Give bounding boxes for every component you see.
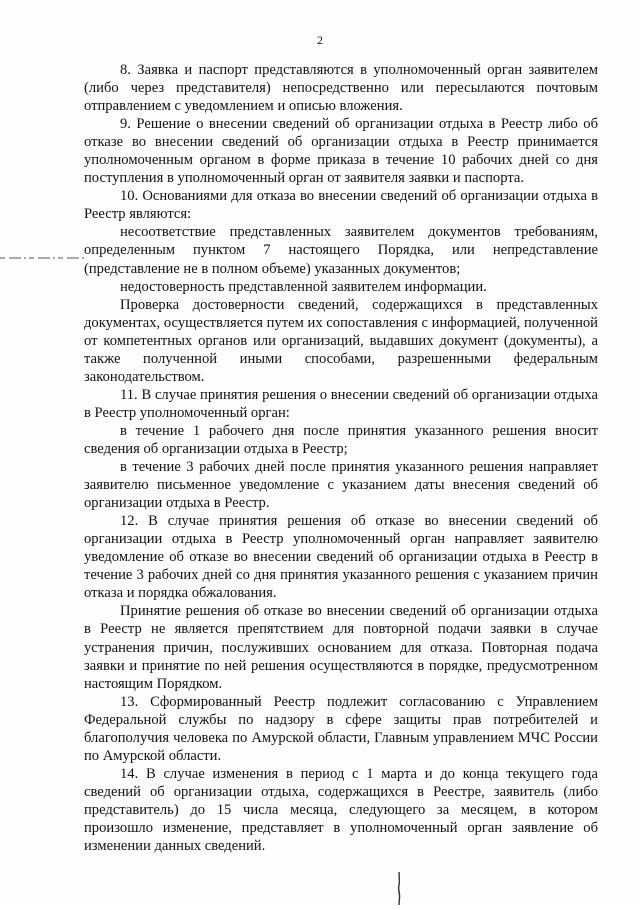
page-number: 2	[317, 33, 323, 47]
document-body	[84, 61, 598, 855]
paragraph-10-ground-1: несоответствие представленных заявителем документов требованиям, определенным пунктом 7 настоящего Порядка, или непредставление (представление не в полном объеме) указанных документов;	[84, 224, 598, 277]
paragraph-13: 13. Сформированный Реестр подлежит согласованию с Управлением Федеральной службы по надзору в сфере защиты прав потребителей и благополучия человека по Амурской области, Главным управлением МЧС России по Амурской области.	[84, 693, 598, 764]
paragraph-12-resubmission: Принятие решения об отказе во внесении сведений об организации отдыха в Реестр не является препятствием для повторной подачи заявки в случае устранения причин, послуживших основанием для отказа. Повторная подача заявки и принятие по ней решения осуществляются в порядке, предусмотренном настоящим Порядком.	[84, 603, 598, 692]
paragraph-11: 11. В случае принятия решения о внесении сведений об организации отдыха в Реестр уполномоченный орган:	[84, 386, 598, 421]
paragraph-11-step-1: в течение 1 рабочего дня после принятия указанного решения вносит сведения об организации отдыха в Реестр;	[84, 422, 598, 457]
paragraph-14: 14. В случае изменения в период с 1 марта и до конца текущего года сведений об организации отдыха, содержащихся в Реестре, заявитель (либо представитель) до 15 числа месяца, следующего за месяцем, в котором произошло изменение, представляет в уполномоченный орган заявление об изменении данных сведений.	[84, 765, 598, 855]
paragraph-8: 8. Заявка и паспорт представляются в уполномоченный орган заявителем (либо через представителя) непосредственно или пересылаются почтовым отправлением с уведомлением и описью вложения.	[84, 62, 598, 115]
paragraph-12: 12. В случае принятия решения об отказе во внесении сведений об организации отдыха в Реестр уполномоченный орган направляет заявителю уведомление об отказе во внесении сведений об организации отдыха в Реестр в течение 3 рабочих дней со дня принятия указанного решения с указанием причин отказа и порядка обжалования.	[84, 513, 598, 602]
paragraph-9: 9. Решение о внесении сведений об организации отдыха в Реестр либо об отказе во внесении сведений об организации отдыха в Реестр принимается уполномоченным органом в форме приказа в течение 10 рабочих дней со дня поступления в уполномоченный орган от заявителя заявки и паспорта.	[84, 116, 598, 187]
paragraph-10-ground-2: недостоверность представленной заявителем информации.	[120, 278, 487, 295]
paragraph-10: 10. Основаниями для отказа во внесении сведений об организации отдыха в Реестр являются:	[84, 188, 598, 223]
binding-staple-mark	[396, 872, 402, 905]
paragraph-11-step-2: в течение 3 рабочих дней после принятия указанного решения направляет заявителю письменное уведомление с указанием даты внесения сведений об организации отдыха в Реестр.	[84, 459, 598, 512]
margin-dash-mark	[0, 257, 86, 259]
paragraph-verification: Проверка достоверности сведений, содержащихся в представленных документах, осуществляется путем их сопоставления с информацией, полученной от компетентных органов или организаций, выдавших документ (документы), а также полученной иными способами, разрешенными федеральным законодательством.	[84, 296, 598, 385]
